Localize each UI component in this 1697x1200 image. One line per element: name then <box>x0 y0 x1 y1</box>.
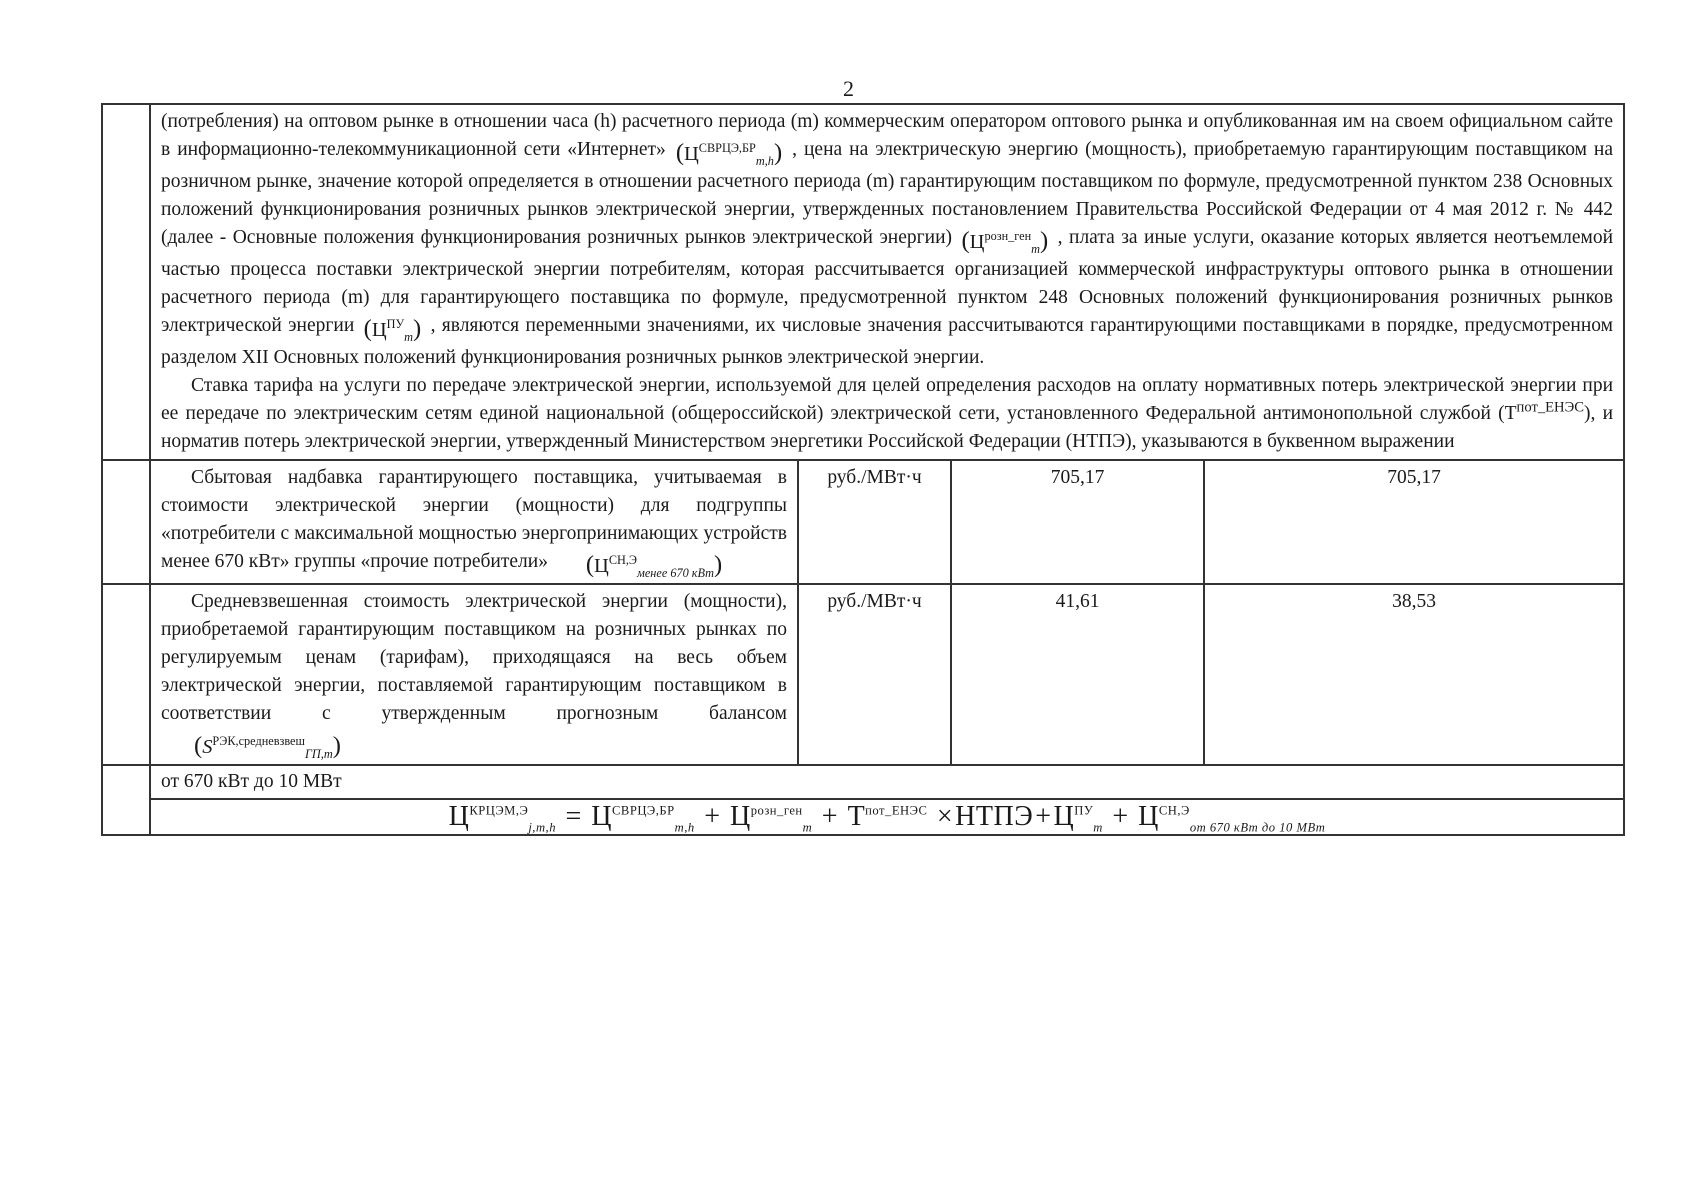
formula-row <box>102 799 1624 835</box>
formula-sub: m,h <box>674 820 695 835</box>
formula-svrce-br: $(Ц^{СВРЦЭ,БР}_{m,h})$ <box>675 139 783 169</box>
formula-sup: ПУ <box>386 317 405 332</box>
formula-base: S <box>202 735 213 758</box>
row-description: Средневзвешенная стоимость электрической энергии (мощности), приобретаемой гарантирующим поставщиком на розничных рынках по регулируемым ценам (тарифам), приходящаяся на весь объем электрической энергии, поставляемой гарантирующим поставщиком в соответствии с утвержденным прогнозным балансом <box>161 591 787 725</box>
unit-cell: руб./МВт·ч <box>798 460 951 584</box>
formula-sup: розн_ген <box>750 803 803 818</box>
plus-sign: + <box>1035 800 1052 832</box>
main-formula <box>150 799 1624 835</box>
formula-sup: СН,Э <box>608 553 638 568</box>
formula-sub: от 670 кВт до 10 МВт <box>1189 820 1326 835</box>
formula-base: Ц <box>969 231 985 254</box>
formula-rek-weighted: $(S^{РЭК,средневзвеш}_{ГП,m})$ <box>194 731 341 761</box>
value-cell-1: 705,17 <box>951 460 1204 584</box>
value-cell-2: 38,53 <box>1204 584 1624 764</box>
intro-text-4: , являются переменными значениями, их числовые значения рассчитываются гарантирующими поставщиками в порядке, предусмотренном разделом XII Основных положений функционирования розничных рынков электрической энергии. <box>161 315 1614 369</box>
value-cell-1: 41,61 <box>951 584 1204 764</box>
formula-sub: m <box>1093 820 1103 835</box>
formula-term-svrce <box>591 800 695 835</box>
formula-base: Ц <box>594 555 609 578</box>
formula-term-rozn-gen <box>729 800 813 835</box>
formula-sub: менее 670 кВт <box>637 566 715 581</box>
formula-sub: j,m,h <box>528 820 556 835</box>
value-cell-2: 705,17 <box>1204 460 1624 584</box>
formula-sup: СВРЦЭ,БР <box>698 141 756 156</box>
description-cell <box>150 460 798 584</box>
formula-pu: $(Ц^{ПУ}_m)$ <box>363 315 422 345</box>
plus-sign: + <box>1112 800 1129 832</box>
formula-lhs <box>448 800 556 835</box>
plus-sign: + <box>704 800 721 832</box>
unit-cell: руб./МВт·ч <box>798 584 951 764</box>
formula-sub: m <box>1031 242 1041 257</box>
formula-sup: СН,Э <box>1158 803 1190 818</box>
formula-base: Ц <box>371 319 387 342</box>
intro-text-5: Ставка тарифа на услуги по передаче электрической энергии, используемой для целей определения расходов на оплату нормативных потерь электрической энергии при ее передаче по электрическим сетям единой национальной (общероссийской) электрической сети, установленного Федеральной антимонопольной службой (Т <box>161 375 1614 425</box>
formula-sup: КРЦЭМ,Э <box>469 803 529 818</box>
description-cell <box>150 584 798 764</box>
formula-base: Ц <box>729 800 751 832</box>
row-description: Сбытовая надбавка гарантирующего поставщика, учитываемая в стоимости электрической энергии (мощности) для подгруппы «потребители с максимальной мощностью энергопринимающих устройств менее 670 кВт» группы «прочие потребители» <box>161 467 787 573</box>
formula-sup: ПУ <box>1074 803 1094 818</box>
formula-sup: СВРЦЭ,БР <box>612 803 675 818</box>
formula-sub: m <box>404 330 414 345</box>
formula-sub: m <box>802 820 813 835</box>
range-row <box>102 765 1624 799</box>
formula-term-ntpe: НТПЭ <box>955 800 1034 832</box>
row-number-cell <box>102 584 150 764</box>
intro-text-2: , цена на электрическую энергию (мощность), приобретаемую гарантирующим поставщиком на розничном рынке, значение которой определяется в отношении расчетного периода (m) гарантирующим поставщиком по формуле, предусмотренной пунктом 238 Основных положений функционирования розничных рынков электрической энергии, утвержденных постановлением Правительства Российской Федерации от 4 мая 2012 г. № 442 (далее - Основные положения функционирования розничных рынков электрической энергии) <box>161 139 1614 249</box>
formula-sup: розн_ген <box>984 229 1032 244</box>
row-number-cell <box>102 104 150 460</box>
plus-sign: + <box>821 800 839 832</box>
row-number-cell <box>102 460 150 584</box>
formula-term-pu <box>1053 800 1103 835</box>
range-label-cell: от 670 кВт до 10 МВт <box>150 765 1624 799</box>
formula-term-sn-e <box>1138 800 1326 835</box>
equals-sign: = <box>565 800 582 832</box>
formula-term-losses <box>848 801 928 832</box>
formula-sub: m,h <box>755 154 774 169</box>
intro-text-3: , плата за иные услуги, оказание которых является неотъемлемой частью процесса поставки электрической энергии потребителям, которая рассчитывается организацией коммерческой инфраструктуры оптового рынка в отношении расчетного периода (m) для гарантирующего поставщика по формуле, предусмотренной пунктом 248 Основных положений функционирования розничных рынков электрической энергии <box>161 227 1614 337</box>
formula-sn-e-less-670: $(Ц^{СН,Э}_{менее 670 кВт})$ <box>585 551 723 581</box>
times-sign: × <box>936 800 954 832</box>
formula-base: Ц <box>684 143 699 166</box>
formula-base: Ц <box>448 800 470 832</box>
page-number: 2 <box>843 76 854 101</box>
formula-base: Ц <box>1138 800 1159 832</box>
intro-row <box>102 104 1624 460</box>
formula-base: Ц <box>591 800 613 832</box>
formula-base: Ц <box>1053 800 1075 832</box>
intro-paragraph-2 <box>161 372 1613 456</box>
intro-text-6: ), и норматив потерь электрической энергии, утвержденный Министерством энергетики Российской Федерации (НТПЭ), указываются в буквенном выражении <box>161 403 1614 453</box>
intro-cell <box>150 104 1624 460</box>
formula-rozn-gen: $(Ц^{розн\_ген}_m)$ <box>961 227 1049 257</box>
intro-text-1: (потребления) на оптовом рынке в отношении часа (h) расчетного периода (m) коммерческим оператором оптового рынка и опубликованная им на своем официальном сайте в информационно-телекоммуникационной сети «Интернет» <box>161 111 1614 160</box>
intro-paragraph-1 <box>161 108 1613 372</box>
formula-sup: пот_ЕНЭС <box>865 803 928 818</box>
formula-base: Т <box>847 800 866 832</box>
losses-superscript: пот_ЕНЭС <box>1516 399 1584 416</box>
formula-sup: РЭК,средневзвеш <box>212 733 305 748</box>
row-number-cell <box>102 765 150 835</box>
table-row <box>102 584 1624 764</box>
table-row <box>102 460 1624 584</box>
formula-sub: ГП,m <box>304 746 333 761</box>
tariff-table <box>101 103 1625 836</box>
